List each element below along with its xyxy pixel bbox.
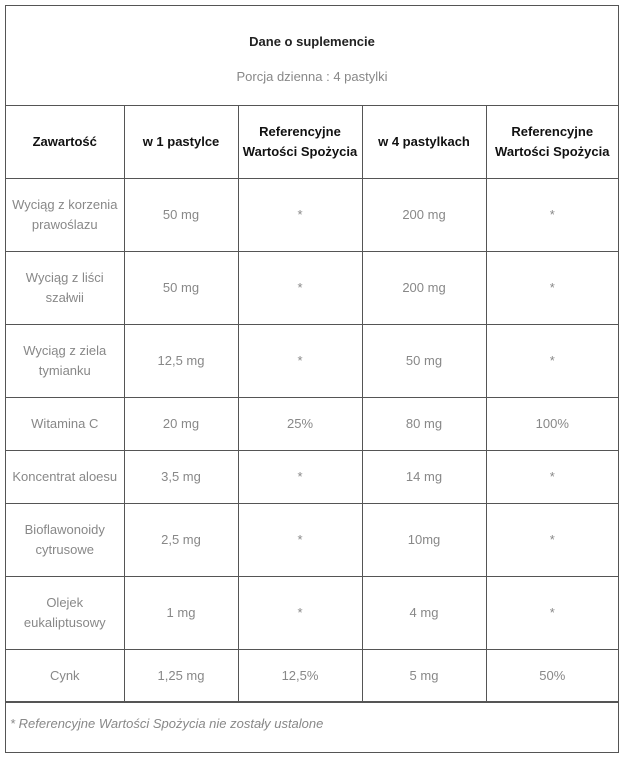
column-header-per-1: w 1 pastylce <box>124 105 238 179</box>
footnote <box>6 701 618 753</box>
amount-per-4: 4 mg <box>362 577 486 650</box>
amount-per-4: 14 mg <box>362 451 486 504</box>
rws-per-1: 12,5% <box>238 650 362 703</box>
supplement-facts-panel <box>5 5 619 753</box>
ingredient-name: Wyciąg z ziela tymianku <box>6 325 124 398</box>
amount-per-4: 5 mg <box>362 650 486 703</box>
amount-per-4: 200 mg <box>362 179 486 252</box>
ingredient-name: Wyciąg z liści szałwii <box>6 252 124 325</box>
amount-per-1: 20 mg <box>124 398 238 451</box>
ingredient-name: Bioflawonoidy cytrusowe <box>6 504 124 577</box>
amount-per-1: 12,5 mg <box>124 325 238 398</box>
rws-per-4: * <box>486 504 618 577</box>
rws-per-4: 100% <box>486 398 618 451</box>
table-row <box>6 451 618 504</box>
amount-per-1: 2,5 mg <box>124 504 238 577</box>
amount-per-4: 80 mg <box>362 398 486 451</box>
rws-per-1: * <box>238 179 362 252</box>
rws-per-4: * <box>486 451 618 504</box>
amount-per-4: 10mg <box>362 504 486 577</box>
rws-per-4: * <box>486 577 618 650</box>
footnote-text: * Referencyjne Wartości Spożycia nie zostały ustalone <box>10 716 324 731</box>
column-header-content: Zawartość <box>6 105 124 179</box>
rws-per-4: * <box>486 252 618 325</box>
amount-per-1: 50 mg <box>124 252 238 325</box>
ingredient-name: Olejek eukaliptusowy <box>6 577 124 650</box>
panel-title: Dane o suplemencie <box>249 34 375 49</box>
table-row <box>6 504 618 577</box>
rws-per-4: 50% <box>486 650 618 703</box>
column-header-rws-1: Referencyjne Wartości Spożycia <box>238 105 362 179</box>
column-header-rws-4: Referencyjne Wartości Spożycia <box>486 105 618 179</box>
amount-per-1: 50 mg <box>124 179 238 252</box>
table-row <box>6 252 618 325</box>
table-row <box>6 398 618 451</box>
amount-per-4: 50 mg <box>362 325 486 398</box>
rws-per-1: * <box>238 451 362 504</box>
table-row <box>6 650 618 703</box>
rws-per-1: * <box>238 504 362 577</box>
rws-per-4: * <box>486 179 618 252</box>
amount-per-1: 1,25 mg <box>124 650 238 703</box>
column-header-per-4: w 4 pastylkach <box>362 105 486 179</box>
ingredient-name: Wyciąg z korzenia prawoślazu <box>6 179 124 252</box>
rws-per-1: * <box>238 325 362 398</box>
amount-per-4: 200 mg <box>362 252 486 325</box>
amount-per-1: 3,5 mg <box>124 451 238 504</box>
rws-per-1: 25% <box>238 398 362 451</box>
rws-per-4: * <box>486 325 618 398</box>
rws-per-1: * <box>238 252 362 325</box>
table-header-row <box>6 105 618 179</box>
ingredient-name: Witamina C <box>6 398 124 451</box>
supplement-table <box>6 105 618 703</box>
ingredient-name: Koncentrat aloesu <box>6 451 124 504</box>
table-row <box>6 577 618 650</box>
table-row <box>6 179 618 252</box>
rws-per-1: * <box>238 577 362 650</box>
serving-size: Porcja dzienna : 4 pastylki <box>236 69 388 84</box>
amount-per-1: 1 mg <box>124 577 238 650</box>
panel-header <box>6 6 618 106</box>
table-row <box>6 325 618 398</box>
ingredient-name: Cynk <box>6 650 124 703</box>
